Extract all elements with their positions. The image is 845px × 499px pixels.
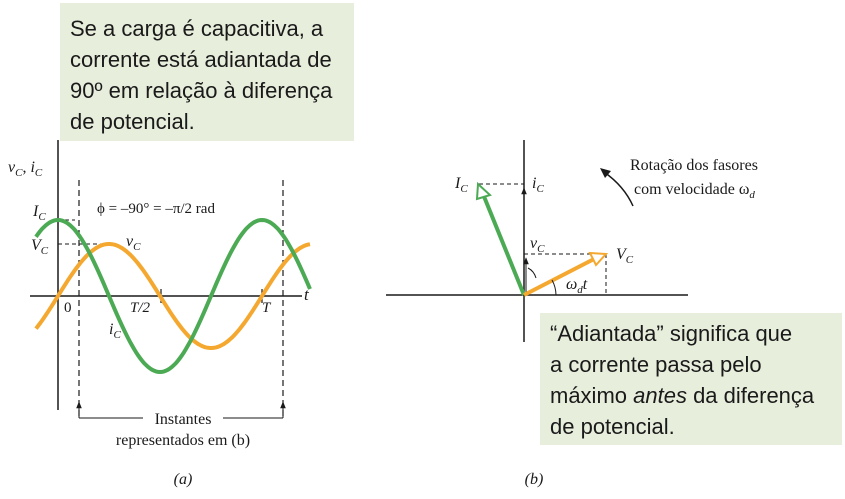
current-projection-label: $i_C$ bbox=[532, 175, 544, 195]
voltage-phasor-label: $V_C$ bbox=[616, 246, 634, 266]
note-top-line-2: corrente está adiantada de bbox=[70, 47, 332, 72]
current-curve-label: $i_C$ bbox=[109, 321, 121, 341]
note-bottom-line-3-end: da diferença bbox=[686, 383, 815, 408]
note-bottom-line-1: “Adiantada” significa que bbox=[550, 321, 793, 346]
note-bottom-emphasis: antes bbox=[633, 383, 687, 408]
panel-a bbox=[8, 140, 310, 488]
tick-period-label: T bbox=[262, 300, 271, 316]
quadrature-arc bbox=[528, 268, 536, 278]
panel-a-caption: (a) bbox=[173, 471, 193, 488]
note-top-line-4: de potencial. bbox=[70, 109, 195, 134]
instants-label-line-1: Instantes bbox=[154, 411, 212, 428]
voltage-projection-label: $v_C$ bbox=[530, 235, 545, 255]
rotation-label-line-1: Rotação dos fasores bbox=[630, 157, 758, 174]
note-bottom-line-2: a corrente passa pelo bbox=[550, 352, 762, 377]
rotation-arc bbox=[604, 172, 633, 206]
phase-angle-arc bbox=[552, 280, 556, 295]
tick-peak-current: $I_C$ bbox=[33, 203, 46, 223]
tick-zero: 0 bbox=[64, 300, 72, 316]
tick-half-period-label: T/2 bbox=[130, 300, 151, 316]
note-top-line-1: Se a carga é capacitiva, a bbox=[70, 16, 324, 41]
current-phasor-label: $I_C$ bbox=[455, 175, 468, 195]
note-bottom-line-4: de potencial. bbox=[550, 414, 675, 439]
panel-b-caption: (b) bbox=[524, 471, 544, 488]
note-top-line-3: 90º em relação à diferença bbox=[70, 78, 333, 103]
instants-label-line-2: representados em (b) bbox=[115, 432, 251, 449]
voltage-phasor-head bbox=[590, 253, 606, 265]
panel-a-x-axis-label: t bbox=[304, 285, 309, 304]
panel-b bbox=[386, 140, 758, 488]
voltage-curve-label: $v_C$ bbox=[126, 233, 141, 253]
note-bottom-line-3-start: máximo bbox=[550, 383, 634, 408]
current-phasor-shaft bbox=[483, 194, 524, 295]
phase-label: ϕ = –90° = –π/2 rad bbox=[97, 201, 215, 217]
current-phasor-head bbox=[477, 184, 490, 199]
phase-angle-label: $\omega_dt$ bbox=[566, 276, 588, 296]
panel-a-y-axis-label: $v_C$, $i_C$ bbox=[8, 159, 43, 179]
rotation-label-line-2: com velocidade $\omega_d$ bbox=[634, 181, 755, 201]
tick-peak-voltage: $V_C$ bbox=[31, 237, 49, 257]
